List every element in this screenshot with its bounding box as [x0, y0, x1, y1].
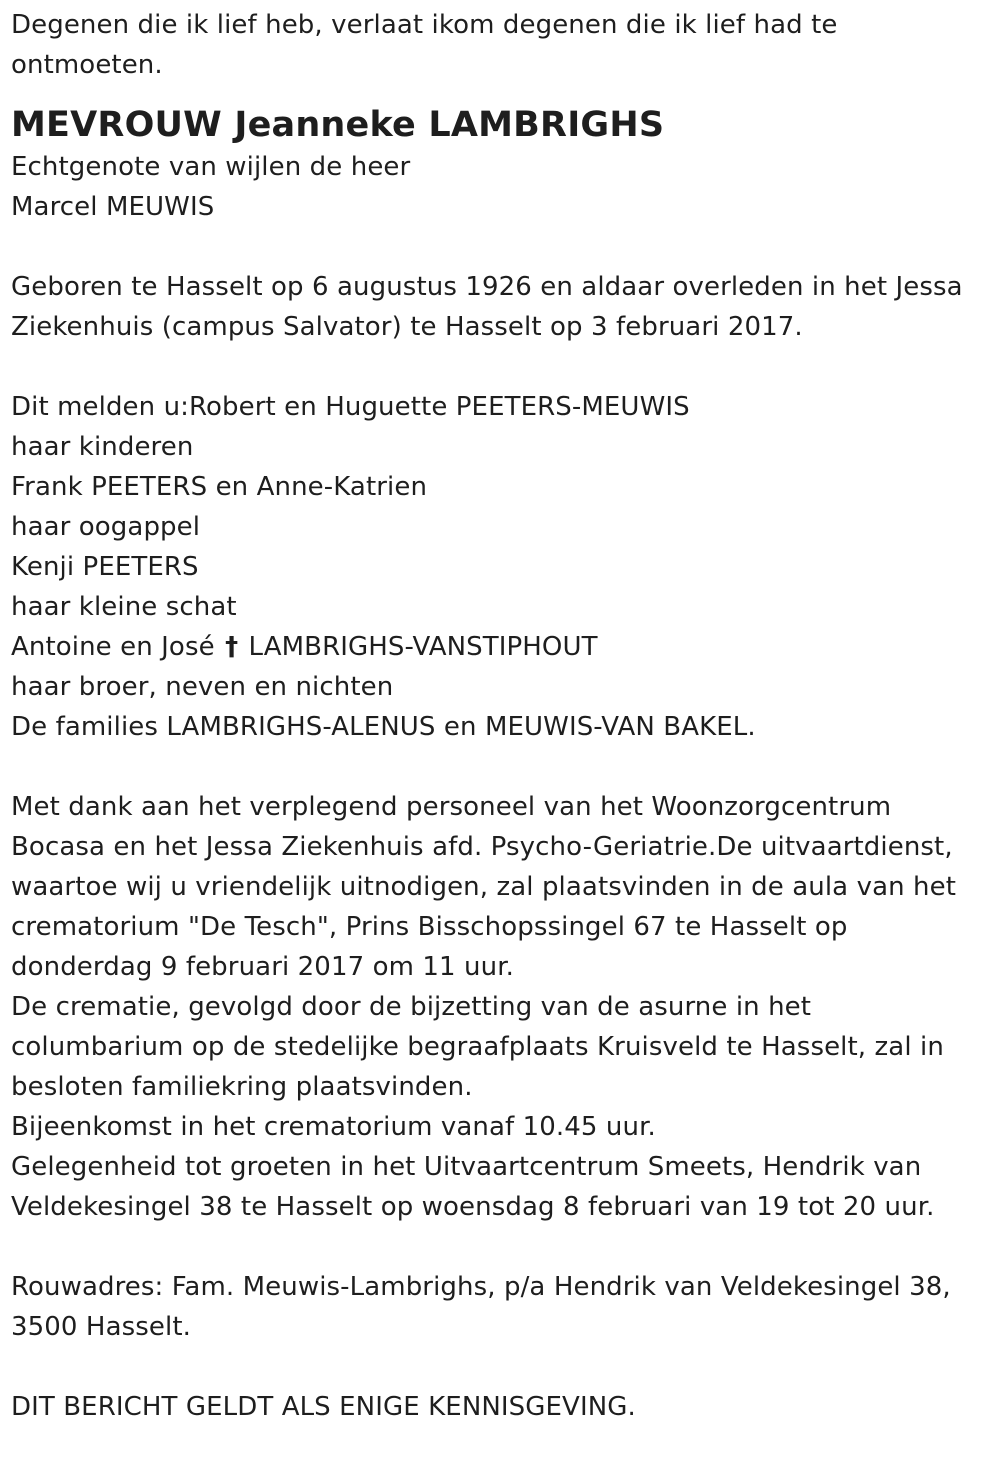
intro-line: Degenen die ik lief heb, verlaat ikom degenen die ik lief had te	[11, 10, 838, 40]
thanks-line: columbarium op de stedelijke begraafplaats Kruisveld te Hasselt, zal in	[11, 1032, 944, 1062]
thanks-line: donderdag 9 februari 2017 om 11 uur.	[11, 952, 514, 982]
address-line: 3500 Hasselt.	[11, 1312, 191, 1342]
thanks-line: Veldekesingel 38 te Hasselt op woensdag 8 februari van 19 tot 20 uur.	[11, 1192, 935, 1222]
family-line: Dit melden u:Robert en Huguette PEETERS-MEUWIS	[11, 392, 690, 422]
spacer	[11, 347, 986, 387]
intro-quote	[11, 5, 986, 85]
thanks-line: crematorium "De Tesch", Prins Bisschopssingel 67 te Hasselt op	[11, 912, 848, 942]
thanks-line: Bijeenkomst in het crematorium vanaf 10.45 uur.	[11, 1112, 656, 1142]
family-line-with-cross	[11, 627, 986, 667]
family-line: haar kleine schat	[11, 592, 237, 622]
family-cross-before: Antoine en José	[11, 632, 215, 662]
spouse-info	[11, 147, 986, 227]
spacer	[11, 1227, 986, 1267]
family-line: Kenji PEETERS	[11, 552, 199, 582]
birth-death-line: Ziekenhuis (campus Salvator) te Hasselt op 3 februari 2017.	[11, 312, 803, 342]
thanks-and-ceremony	[11, 787, 986, 1227]
spacer	[11, 747, 986, 787]
spouse-line: Echtgenote van wijlen de heer	[11, 152, 411, 182]
intro-line: ontmoeten.	[11, 50, 163, 80]
thanks-line: besloten familiekring plaatsvinden.	[11, 1072, 473, 1102]
notice-line: DIT BERICHT GELDT ALS ENIGE KENNISGEVING.	[11, 1392, 636, 1422]
spacer	[11, 227, 986, 267]
thanks-line: Met dank aan het verplegend personeel van het Woonzorgcentrum	[11, 792, 892, 822]
spacer	[11, 1347, 986, 1387]
thanks-line: waartoe wij u vriendelijk uitnodigen, zal plaatsvinden in de aula van het	[11, 872, 957, 902]
mourning-address	[11, 1267, 986, 1347]
family-line: Frank PEETERS en Anne-Katrien	[11, 472, 428, 502]
family-list	[11, 387, 986, 747]
deceased-name: MEVROUW Jeanneke LAMBRIGHS	[11, 105, 665, 145]
obituary-notice	[11, 0, 986, 1427]
family-cross-after: LAMBRIGHS-VANSTIPHOUT	[248, 632, 598, 662]
spouse-line: Marcel MEUWIS	[11, 192, 215, 222]
thanks-line: Bocasa en het Jessa Ziekenhuis afd. Psycho-Geriatrie.De uitvaartdienst,	[11, 832, 953, 862]
birth-death-info	[11, 267, 986, 347]
family-line: haar oogappel	[11, 512, 201, 542]
address-line: Rouwadres: Fam. Meuwis-Lambrighs, p/a Hendrik van Veldekesingel 38,	[11, 1272, 951, 1302]
thanks-line: Gelegenheid tot groeten in het Uitvaartcentrum Smeets, Hendrik van	[11, 1152, 922, 1182]
family-line: haar kinderen	[11, 432, 194, 462]
family-line: haar broer, neven en nichten	[11, 672, 394, 702]
cross-icon: †	[225, 632, 239, 662]
thanks-line: De crematie, gevolgd door de bijzetting van de asurne in het	[11, 992, 812, 1022]
family-line: De families LAMBRIGHS-ALENUS en MEUWIS-VAN BAKEL.	[11, 712, 756, 742]
birth-death-line: Geboren te Hasselt op 6 augustus 1926 en aldaar overleden in het Jessa	[11, 272, 963, 302]
